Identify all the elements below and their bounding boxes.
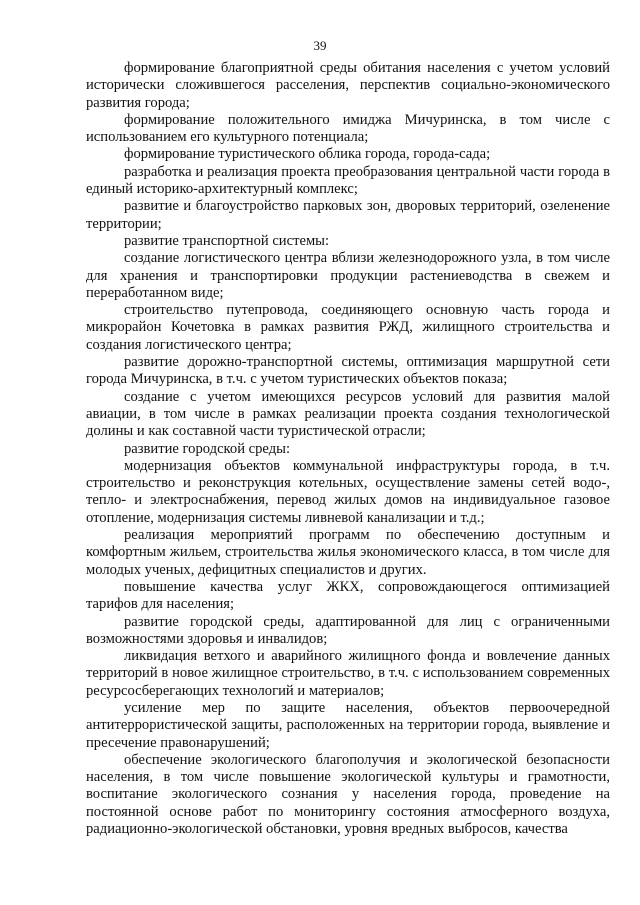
paragraph: формирование благоприятной среды обитания населения с учетом условий исторически сложившегося расселения, перспектив социально-экономического развития города; bbox=[86, 60, 610, 111]
section-heading: развитие городской среды: bbox=[124, 440, 290, 457]
paragraph: ликвидация ветхого и аварийного жилищного фонда и вовлечение данных территорий в новое жилищное строительство, в т.ч. с использованием современных ресурсосберегающих технологий и материалов; bbox=[86, 648, 610, 699]
paragraph: строительство путепровода, соединяющего основную часть города и микрорайон Кочетовка в рамках развития РЖД, жилищного строительства и создания логистического центра; bbox=[86, 302, 610, 353]
section-heading: развитие транспортной системы: bbox=[124, 232, 330, 249]
document-body bbox=[86, 60, 610, 838]
paragraph: формирование туристического облика города, города-сада; bbox=[124, 146, 491, 163]
paragraph: разработка и реализация проекта преобразования центральной части города в единый историко-архитектурный комплекс; bbox=[86, 163, 610, 198]
paragraph: развитие городской среды, адаптированной для лиц с ограниченными возможностями здоровья и инвалидов; bbox=[86, 613, 610, 647]
page-number: 39 bbox=[313, 38, 327, 53]
paragraph: модернизация объектов коммунальной инфраструктуры города, в т.ч. строительство и реконструкция котельных, осуществление замены сетей водо-, тепло- и электроснабжения, перевод жилых домов на индивидуальное газовое отопление, модернизация системы ливневой канализации и т.д.; bbox=[86, 457, 610, 526]
paragraph: повышение качества услуг ЖКХ, сопровождающегося оптимизацией тарифов для населения; bbox=[86, 578, 610, 613]
paragraph: развитие и благоустройство парковых зон, дворовых территорий, озеленение территории; bbox=[86, 198, 610, 232]
paragraph: развитие дорожно-транспортной системы, оптимизация маршрутной сети города Мичуринска, в т.ч. с учетом туристических объектов показа; bbox=[86, 354, 610, 388]
paragraph: создание с учетом имеющихся ресурсов условий для развития малой авиации, в том числе в рамках реализации проекта создания технологической долины и как составной части туристической отрасли; bbox=[86, 388, 610, 440]
paragraph: усиление мер по защите населения, объектов первоочередной антитеррористической защиты, расположенных на территории города, выявление и пресечение правонарушений; bbox=[86, 699, 610, 751]
paragraph: обеспечение экологического благополучия и экологической безопасности населения, в том числе повышение экологической культуры и грамотности, воспитание экологического сознания у населения города, проведение на постоянной основе работ по мониторингу состояния атмосферного воздуха, радиационно-экологической обстановки, уровня вредных выбросов, качества bbox=[86, 751, 610, 838]
paragraph: создание логистического центра вблизи железнодорожного узла, в том числе для хранения и транспортировки продукции растениеводства в свежем и переработанном виде; bbox=[86, 250, 610, 301]
paragraph: реализация мероприятий программ по обеспечению доступным и комфортным жильем, строительства жилья экономического класса, в том числе для молодых ученых, дефицитных специалистов и других. bbox=[86, 527, 610, 578]
paragraph: формирование положительного имиджа Мичуринска, в том числе с использованием его культурного потенциала; bbox=[86, 111, 610, 146]
